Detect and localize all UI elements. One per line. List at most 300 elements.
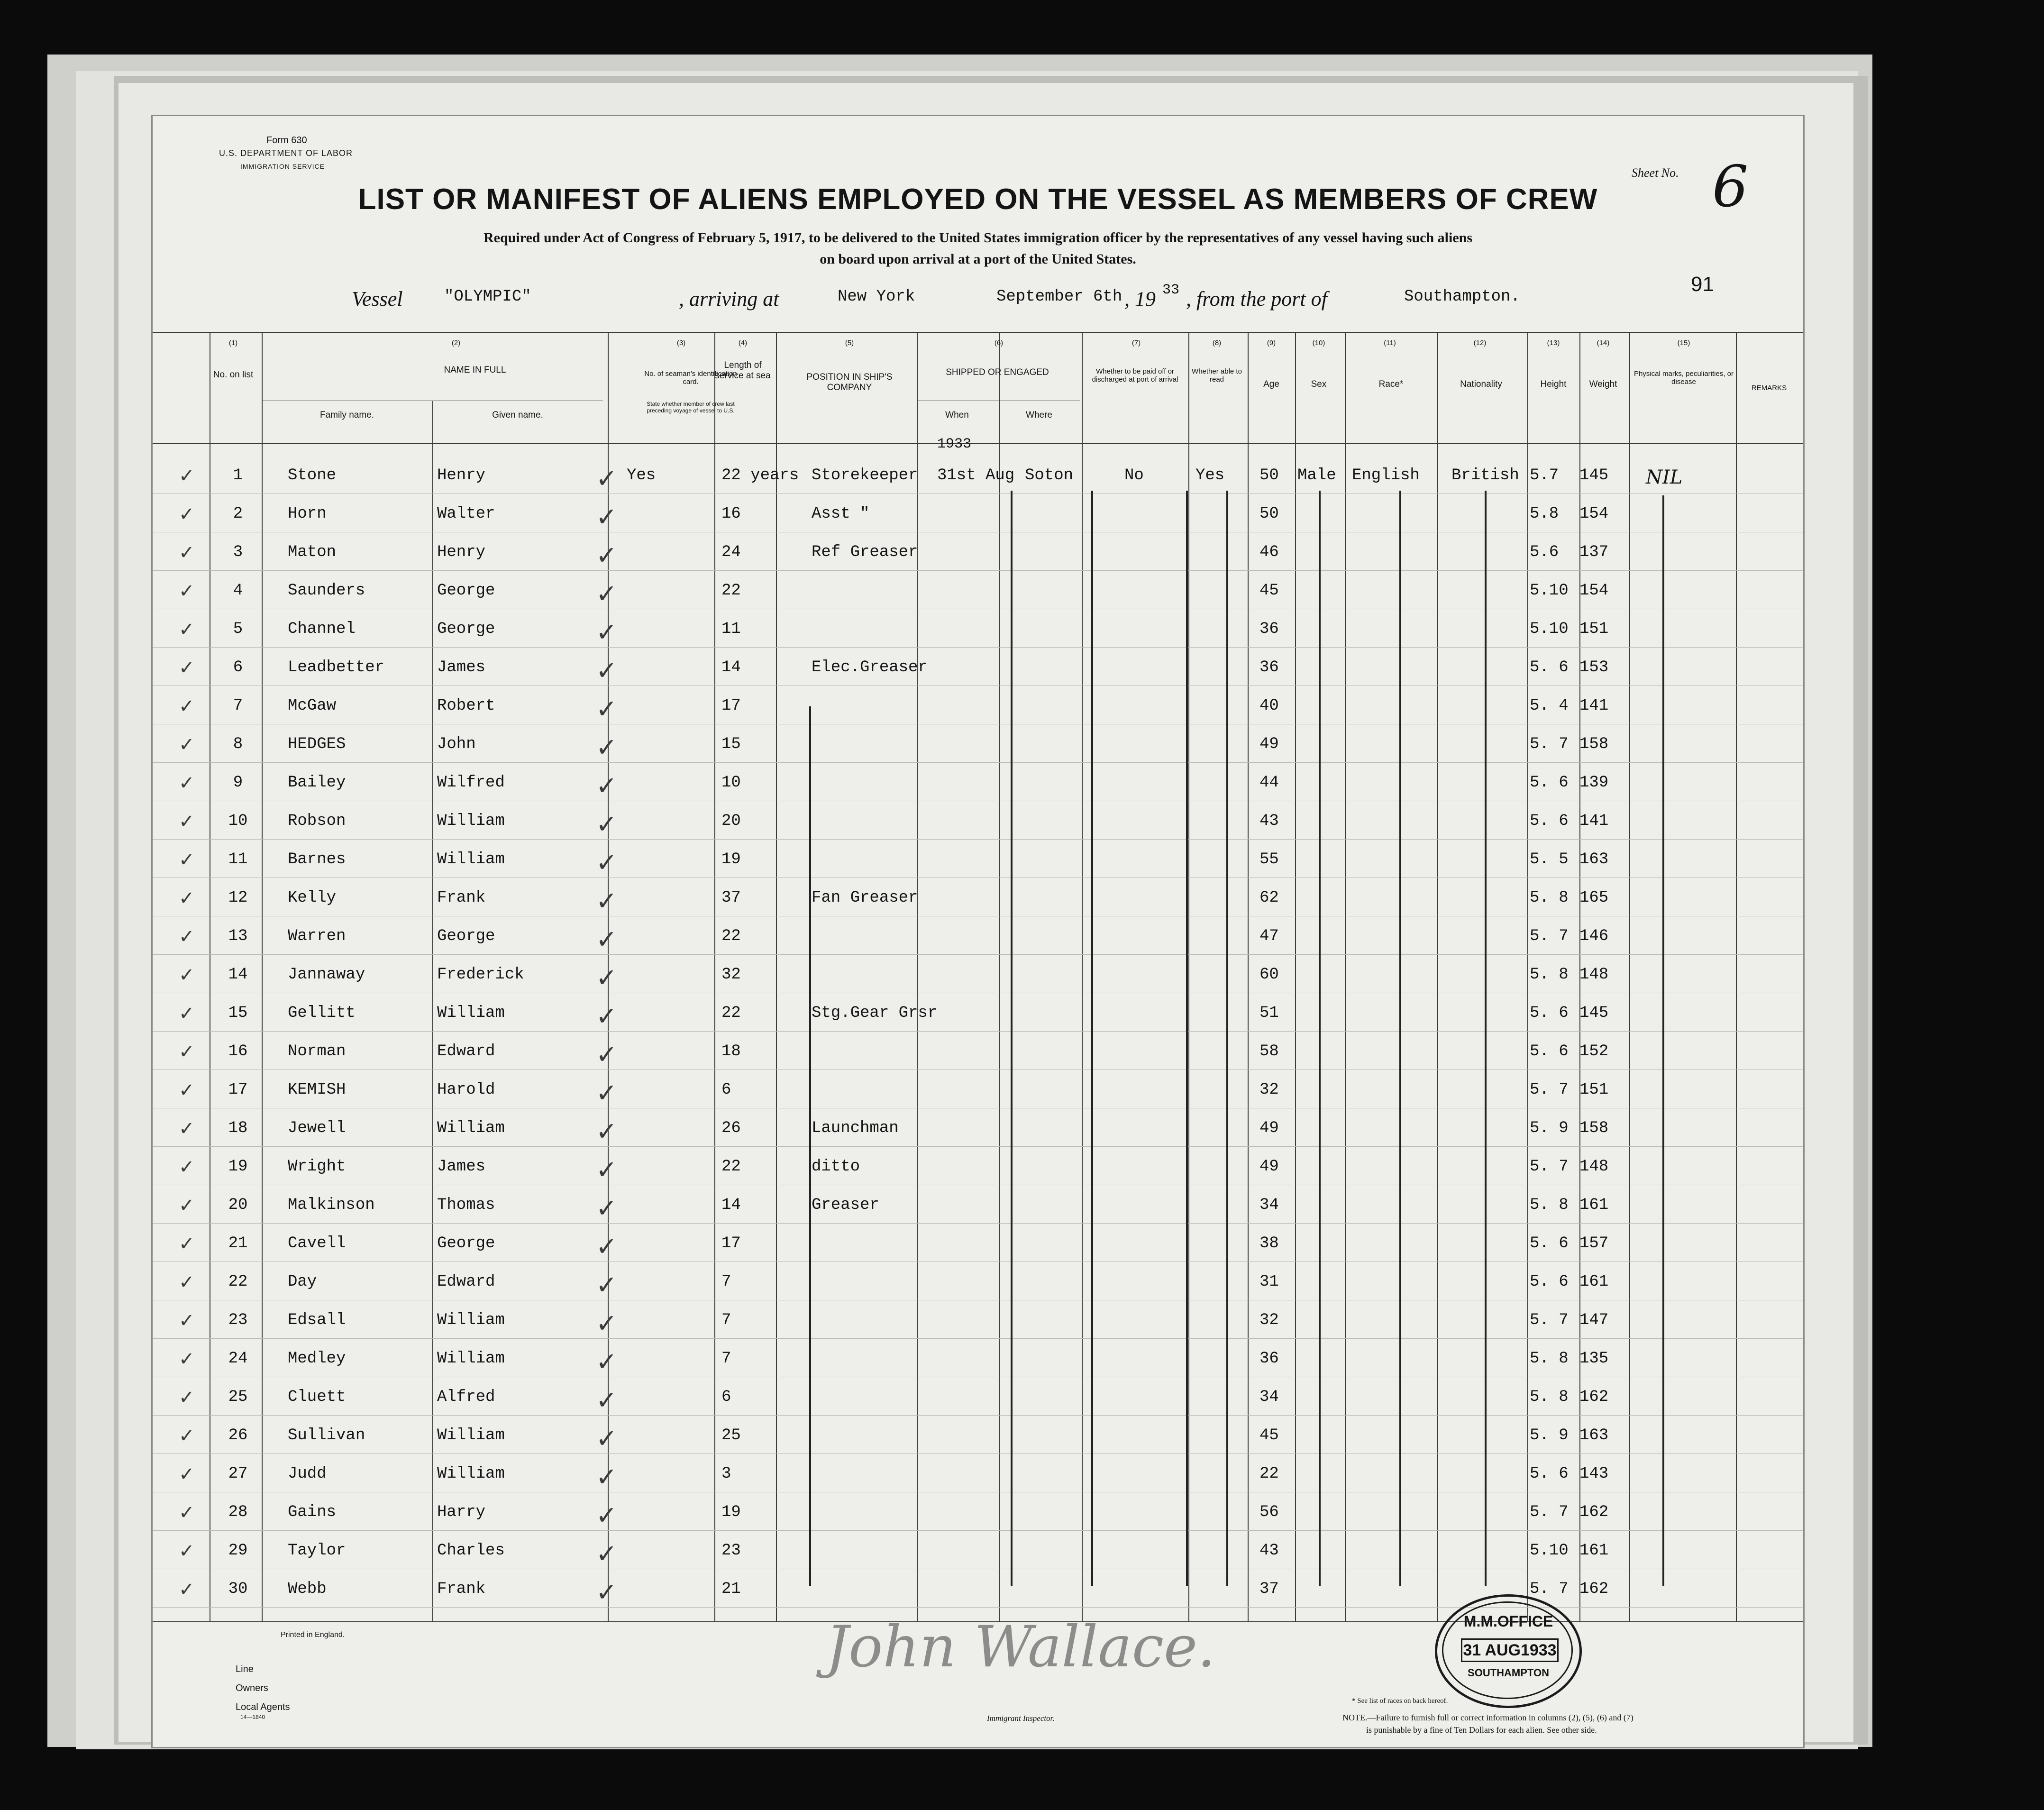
cell-given: Wilfred <box>437 774 505 792</box>
cell-height: 5. 4 <box>1530 697 1569 715</box>
from-port: Southampton. <box>1404 288 1520 306</box>
cell-service: 16 <box>721 505 741 523</box>
column-rule <box>1527 332 1528 1621</box>
check-mark-icon: ✓ <box>179 849 195 870</box>
cell-age: 47 <box>1259 927 1279 945</box>
check-mark-icon: ✓ <box>179 734 195 755</box>
stamp-top-text: M.M.OFFICE <box>1463 1613 1553 1630</box>
header-given-name: Given name. <box>492 410 543 420</box>
cell-no: 23 <box>228 1311 248 1329</box>
cell-weight: 165 <box>1579 889 1609 907</box>
cell-age: 55 <box>1259 850 1279 868</box>
cell-no: 18 <box>228 1119 248 1137</box>
cell-no: 8 <box>233 735 243 753</box>
column-number: (7) <box>1132 339 1141 347</box>
cell-no: 10 <box>228 812 248 830</box>
check-mark-icon: ✓ <box>596 810 618 839</box>
cell-age: 36 <box>1259 658 1279 676</box>
cell-weight: 158 <box>1579 1119 1609 1137</box>
cell-no: 9 <box>233 774 243 792</box>
cell-service: 22 <box>721 927 741 945</box>
cell-position: Asst " <box>812 505 870 523</box>
footer-owners-label: Owners <box>236 1683 268 1693</box>
cell-given: John <box>437 735 476 753</box>
form-number: Form 630 <box>266 135 307 146</box>
cell-weight: 151 <box>1579 620 1609 638</box>
cell-age: 32 <box>1259 1081 1279 1099</box>
cell-weight: 161 <box>1579 1273 1609 1291</box>
cell-height: 5. 7 <box>1530 1503 1569 1521</box>
cell-height: 5. 6 <box>1530 1042 1569 1060</box>
cell-family: Leadbetter <box>288 658 385 676</box>
cell-no: 29 <box>228 1542 248 1560</box>
column-number: (2) <box>451 339 461 347</box>
page-number: 91 <box>1691 273 1714 296</box>
check-mark-icon: ✓ <box>179 964 195 986</box>
arriving-label: , arriving at <box>679 287 779 311</box>
cell-family: Channel <box>288 620 356 638</box>
cell-read: Yes <box>1195 466 1225 484</box>
check-mark-icon: ✓ <box>596 1540 618 1568</box>
cell-family: Saunders <box>288 582 365 600</box>
cell-given: George <box>437 582 495 600</box>
cell-height: 5. 6 <box>1530 812 1569 830</box>
cell-family: Kelly <box>288 889 337 907</box>
check-mark-icon: ✓ <box>179 1118 195 1139</box>
cell-given: Henry <box>437 466 486 484</box>
ditto-line <box>1186 491 1188 1586</box>
cell-family: Bailey <box>288 774 346 792</box>
cell-service: 3 <box>721 1465 731 1483</box>
cell-no: 22 <box>228 1273 248 1291</box>
check-mark-icon: ✓ <box>179 1387 195 1408</box>
cell-position: Elec.Greaser <box>812 658 928 676</box>
column-number: (3) <box>676 339 686 347</box>
cell-height: 5. 6 <box>1530 1234 1569 1252</box>
shipped-year: 1933 <box>937 436 972 452</box>
cell-weight: 163 <box>1579 850 1609 868</box>
cell-age: 45 <box>1259 1426 1279 1444</box>
cell-service: 17 <box>721 697 741 715</box>
check-mark-icon: ✓ <box>596 1309 618 1338</box>
cell-height: 5. 6 <box>1530 774 1569 792</box>
cell-position: Stg.Gear Grsr <box>812 1004 938 1022</box>
check-mark-icon: ✓ <box>596 887 618 915</box>
cell-height: 5. 7 <box>1530 927 1569 945</box>
cell-family: Cavell <box>288 1234 346 1252</box>
year-suffix: 33 <box>1162 282 1180 298</box>
ditto-line <box>1011 491 1013 1586</box>
cell-given: William <box>437 1426 505 1444</box>
check-mark-icon: ✓ <box>596 1271 618 1299</box>
header-when: When <box>945 410 969 420</box>
cell-service: 11 <box>721 620 741 638</box>
check-mark-icon: ✓ <box>596 1117 618 1146</box>
cell-weight: 148 <box>1579 1158 1609 1176</box>
column-rule <box>1345 332 1346 1621</box>
arriving-port: New York <box>838 288 915 306</box>
cell-family: Cluett <box>288 1388 346 1406</box>
cell-position: Storekeeper <box>812 466 918 484</box>
cell-height: 5.10 <box>1530 582 1569 600</box>
column-rule <box>1188 332 1189 1621</box>
cell-service: 19 <box>721 850 741 868</box>
cell-given: Frank <box>437 889 486 907</box>
header-name-in-full: NAME IN FULL <box>444 365 506 375</box>
cell-no: 3 <box>233 543 243 561</box>
cell-age: 50 <box>1259 505 1279 523</box>
header-family-name: Family name. <box>319 410 374 420</box>
cell-family: Malkinson <box>288 1196 375 1214</box>
cell-given: Edward <box>437 1273 495 1291</box>
column-rule <box>1736 332 1737 1621</box>
column-number: (8) <box>1212 339 1222 347</box>
cell-given: Walter <box>437 505 495 523</box>
cell-service: 14 <box>721 1196 741 1214</box>
cell-height: 5. 7 <box>1530 1580 1569 1598</box>
penalty-note-1: NOTE.—Failure to furnish full or correct information in columns (2), (5), (6) and (7) <box>1342 1713 1633 1722</box>
cell-no: 11 <box>228 850 248 868</box>
cell-no: 19 <box>228 1158 248 1176</box>
cell-height: 5.8 <box>1530 505 1559 523</box>
check-mark-icon: ✓ <box>596 964 618 992</box>
cell-position: Greaser <box>812 1196 879 1214</box>
column-rule <box>1295 332 1296 1621</box>
cell-given: William <box>437 850 505 868</box>
cell-weight: 145 <box>1579 466 1609 484</box>
vessel-label: Vessel <box>352 287 403 311</box>
cell-family: Gains <box>288 1503 337 1521</box>
printed-note: Printed in England. <box>281 1631 345 1639</box>
cell-family: Barnes <box>288 850 346 868</box>
cell-service: 22 <box>721 1004 741 1022</box>
row-rule <box>153 1223 1803 1224</box>
cell-given: George <box>437 620 495 638</box>
cell-service: 7 <box>721 1350 731 1368</box>
check-mark-icon: ✓ <box>596 1194 618 1223</box>
cell-service: 19 <box>721 1503 741 1521</box>
column-number: (5) <box>845 339 854 347</box>
cell-no: 5 <box>233 620 243 638</box>
cell-no: 26 <box>228 1426 248 1444</box>
cell-age: 31 <box>1259 1273 1279 1291</box>
check-mark-icon: ✓ <box>179 1156 195 1178</box>
cell-given: Harry <box>437 1503 486 1521</box>
cell-no: 13 <box>228 927 248 945</box>
ditto-line <box>1399 491 1401 1586</box>
column-number: (13) <box>1547 339 1560 347</box>
check-mark-icon: ✓ <box>179 619 195 640</box>
row-rule <box>153 954 1803 955</box>
cell-service: 24 <box>721 543 741 561</box>
cell-service: 6 <box>721 1388 731 1406</box>
cell-family: Wright <box>288 1158 346 1176</box>
cell-service: 17 <box>721 1234 741 1252</box>
cell-given: Edward <box>437 1042 495 1060</box>
cell-given: James <box>437 658 486 676</box>
office-stamp <box>1435 1594 1582 1708</box>
check-mark-icon: ✓ <box>596 1425 618 1453</box>
header-position: POSITION IN SHIP'S COMPANY <box>806 372 893 393</box>
cell-age: 32 <box>1259 1311 1279 1329</box>
cell-weight: 157 <box>1579 1234 1609 1252</box>
cell-service: 22 years <box>721 466 799 484</box>
header-length-of-service: Length of service at sea <box>715 360 771 381</box>
cell-height: 5. 8 <box>1530 1196 1569 1214</box>
header-age: Age <box>1263 379 1279 389</box>
check-mark-icon: ✓ <box>596 1501 618 1530</box>
check-mark-icon: ✓ <box>596 1233 618 1261</box>
cell-family: Norman <box>288 1042 346 1060</box>
column-rule <box>1437 332 1438 1621</box>
column-number: (9) <box>1267 339 1276 347</box>
cell-given: Harold <box>437 1081 495 1099</box>
cell-service: 7 <box>721 1273 731 1291</box>
cell-weight: 163 <box>1579 1426 1609 1444</box>
check-mark-icon: ✓ <box>596 1002 618 1031</box>
cell-age: 43 <box>1259 812 1279 830</box>
header-id-card-note: State whether member of crew last preceding voyage of vessel to U.S. <box>647 401 735 414</box>
penalty-note-2: is punishable by a fine of Ten Dollars for each alien. See other side. <box>1366 1725 1597 1735</box>
row-rule <box>153 1415 1803 1416</box>
cell-given: Henry <box>437 543 486 561</box>
cell-family: Stone <box>288 466 337 484</box>
cell-age: 44 <box>1259 774 1279 792</box>
cell-family: Maton <box>288 543 337 561</box>
cell-given: William <box>437 1465 505 1483</box>
year-prefix: , 19 <box>1124 287 1156 311</box>
footer-agents-label: Local Agents <box>236 1702 290 1712</box>
cell-service: 26 <box>721 1119 741 1137</box>
cell-paid-off: No <box>1124 466 1144 484</box>
check-mark-icon: ✓ <box>179 657 195 678</box>
row-rule <box>153 1530 1803 1531</box>
ditto-line <box>1091 491 1093 1586</box>
column-rule <box>1248 332 1249 1621</box>
cell-family: Medley <box>288 1350 346 1368</box>
check-mark-icon: ✓ <box>596 541 618 570</box>
cell-service: 20 <box>721 812 741 830</box>
cell-family: Edsall <box>288 1311 346 1329</box>
cell-weight: 158 <box>1579 735 1609 753</box>
cell-age: 45 <box>1259 582 1279 600</box>
header-sex: Sex <box>1311 379 1327 389</box>
cell-age: 49 <box>1259 1119 1279 1137</box>
cell-race: English <box>1352 466 1420 484</box>
cell-height: 5. 6 <box>1530 1273 1569 1291</box>
cell-family: KEMISH <box>288 1081 346 1099</box>
cell-family: Gellitt <box>288 1004 356 1022</box>
cell-weight: 153 <box>1579 658 1609 676</box>
cell-given: William <box>437 812 505 830</box>
cell-no: 1 <box>233 466 243 484</box>
check-mark-icon: ✓ <box>179 1502 195 1523</box>
cell-no: 12 <box>228 889 248 907</box>
check-mark-icon: ✓ <box>179 1579 195 1600</box>
races-note: * See list of races on back hereof. <box>1352 1697 1448 1705</box>
cell-no: 20 <box>228 1196 248 1214</box>
cell-service: 25 <box>721 1426 741 1444</box>
check-mark-icon: ✓ <box>179 503 195 525</box>
subtitle-line-1: Required under Act of Congress of February 5, 1917, to be delivered to the United States immigration officer by the representatives of any vessel having such aliens <box>484 230 1472 246</box>
check-mark-icon: ✓ <box>179 1348 195 1370</box>
cell-family: McGaw <box>288 697 337 715</box>
cell-given: Charles <box>437 1542 505 1560</box>
cell-height: 5.10 <box>1530 620 1569 638</box>
cell-height: 5. 7 <box>1530 1311 1569 1329</box>
inspector-label: Immigrant Inspector. <box>987 1714 1055 1723</box>
column-rule <box>1082 332 1083 1621</box>
cell-age: 34 <box>1259 1196 1279 1214</box>
row-rule <box>153 570 1803 571</box>
cell-weight: 145 <box>1579 1004 1609 1022</box>
cell-given: William <box>437 1311 505 1329</box>
cell-height: 5. 8 <box>1530 1350 1569 1368</box>
check-mark-icon: ✓ <box>179 1041 195 1062</box>
row-rule <box>153 1031 1803 1032</box>
cell-weight: 139 <box>1579 774 1609 792</box>
check-mark-icon: ✓ <box>596 657 618 685</box>
check-mark-icon: ✓ <box>596 1578 618 1607</box>
column-rule <box>917 332 918 1621</box>
cell-family: Jewell <box>288 1119 346 1137</box>
check-mark-icon: ✓ <box>179 1425 195 1446</box>
cell-family: Day <box>288 1273 317 1291</box>
cell-no: 28 <box>228 1503 248 1521</box>
cell-age: 34 <box>1259 1388 1279 1406</box>
cell-given: William <box>437 1004 505 1022</box>
column-number: (4) <box>738 339 748 347</box>
column-rule <box>432 401 433 1621</box>
header-shipped: SHIPPED OR ENGAGED <box>946 367 1049 377</box>
cell-age: 51 <box>1259 1004 1279 1022</box>
sheet-label: Sheet No. <box>1632 166 1679 180</box>
cell-service: 14 <box>721 658 741 676</box>
cell-family: Webb <box>288 1580 327 1598</box>
cell-no: 30 <box>228 1580 248 1598</box>
column-number: (14) <box>1597 339 1610 347</box>
cell-age: 49 <box>1259 735 1279 753</box>
cell-family: Robson <box>288 812 346 830</box>
column-number: (1) <box>228 339 238 347</box>
cell-height: 5. 7 <box>1530 1081 1569 1099</box>
cell-height: 5. 6 <box>1530 1004 1569 1022</box>
check-mark-icon: ✓ <box>179 1310 195 1331</box>
cell-service: 6 <box>721 1081 731 1099</box>
cell-given: James <box>437 1158 486 1176</box>
arrival-date: September 6th <box>996 288 1122 306</box>
cell-given: George <box>437 1234 495 1252</box>
check-mark-icon: ✓ <box>596 733 618 762</box>
cell-weight: 151 <box>1579 1081 1609 1099</box>
cell-nationality: British <box>1451 466 1519 484</box>
check-mark-icon: ✓ <box>179 465 195 486</box>
row-rule <box>153 839 1803 840</box>
cell-weight: 154 <box>1579 582 1609 600</box>
cell-age: 22 <box>1259 1465 1279 1483</box>
row-rule <box>153 762 1803 763</box>
cell-service: 18 <box>721 1042 741 1060</box>
check-mark-icon: ✓ <box>179 1233 195 1254</box>
header-id-card: No. of seaman's identification card. <box>644 370 737 386</box>
cell-position: Fan Greaser <box>812 889 918 907</box>
check-mark-icon: ✓ <box>596 1463 618 1491</box>
cell-given: Thomas <box>437 1196 495 1214</box>
cell-no: 4 <box>233 582 243 600</box>
cell-no: 21 <box>228 1234 248 1252</box>
table-top-border <box>153 332 1803 333</box>
cell-weight: 152 <box>1579 1042 1609 1060</box>
check-mark-icon: ✓ <box>179 1463 195 1485</box>
cell-family: Taylor <box>288 1542 346 1560</box>
column-number: (11) <box>1384 339 1396 347</box>
manifest-sheet <box>153 116 1803 1747</box>
cell-age: 43 <box>1259 1542 1279 1560</box>
cell-weight: 161 <box>1579 1542 1609 1560</box>
cell-age: 49 <box>1259 1158 1279 1176</box>
check-mark-icon: ✓ <box>596 695 618 723</box>
column-rule <box>776 332 777 1621</box>
column-number: (6) <box>994 339 1004 347</box>
cell-no: 6 <box>233 658 243 676</box>
cell-height: 5.7 <box>1530 466 1559 484</box>
cell-no: 14 <box>228 966 248 984</box>
cell-service: 37 <box>721 889 741 907</box>
check-mark-icon: ✓ <box>596 618 618 647</box>
from-label: , from the port of <box>1186 287 1327 311</box>
check-mark-icon: ✓ <box>596 503 618 531</box>
check-mark-icon: ✓ <box>596 1079 618 1107</box>
cell-age: 38 <box>1259 1234 1279 1252</box>
check-mark-icon: ✓ <box>596 1348 618 1376</box>
cell-given: Alfred <box>437 1388 495 1406</box>
column-rule <box>1629 332 1630 1621</box>
cell-no: 16 <box>228 1042 248 1060</box>
ditto-line <box>1226 491 1228 1586</box>
column-number: (10) <box>1312 339 1325 347</box>
check-mark-icon: ✓ <box>179 1079 195 1101</box>
check-mark-icon: ✓ <box>596 580 618 608</box>
column-number: (15) <box>1677 339 1690 347</box>
cell-no: 7 <box>233 697 243 715</box>
cell-weight: 161 <box>1579 1196 1609 1214</box>
cell-when: 31st Aug <box>937 466 1015 484</box>
cell-sex: Male <box>1297 466 1336 484</box>
cell-position: Launchman <box>812 1119 899 1137</box>
stamp-date: 31 AUG1933 <box>1461 1638 1559 1662</box>
cell-weight: 141 <box>1579 697 1609 715</box>
subtitle-line-2: on board upon arrival at a port of the United States. <box>820 251 1136 267</box>
cell-weight: 162 <box>1579 1388 1609 1406</box>
cell-service: 22 <box>721 1158 741 1176</box>
cell-service: 7 <box>721 1311 731 1329</box>
row-rule <box>153 647 1803 648</box>
cell-service: 22 <box>721 582 741 600</box>
cell-given: William <box>437 1350 505 1368</box>
stamp-bottom-text: SOUTHAMPTON <box>1468 1667 1549 1679</box>
cell-given: George <box>437 927 495 945</box>
row-rule <box>153 1338 1803 1339</box>
cell-age: 62 <box>1259 889 1279 907</box>
cell-age: 56 <box>1259 1503 1279 1521</box>
cell-weight: 154 <box>1579 505 1609 523</box>
header-no-on-list: No. on list <box>213 370 254 380</box>
check-mark-icon: ✓ <box>179 1195 195 1216</box>
header-paid-off: Whether to be paid off or discharged at port of arrival <box>1092 367 1178 384</box>
ditto-line <box>1319 491 1321 1586</box>
cell-weight: 137 <box>1579 543 1609 561</box>
cell-service: 15 <box>721 735 741 753</box>
